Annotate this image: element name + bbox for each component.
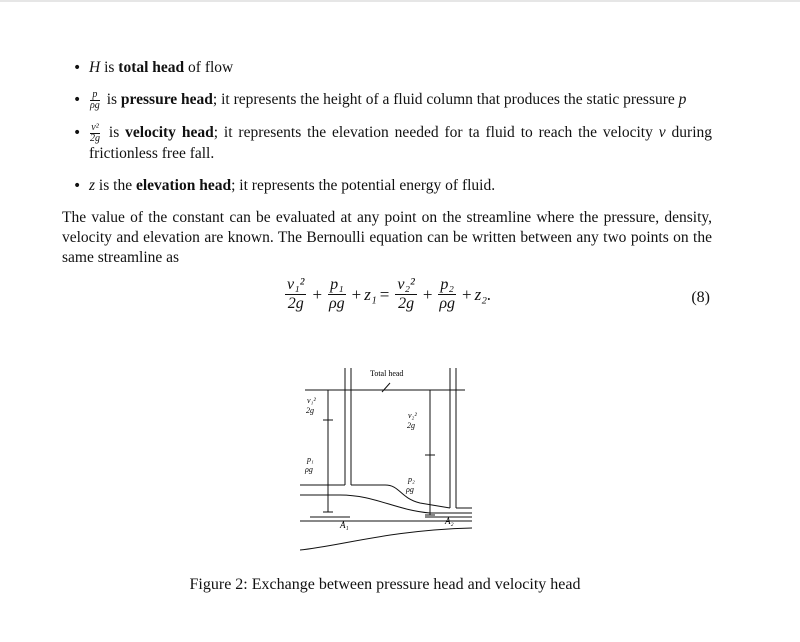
p2-label: p₂ xyxy=(408,475,415,484)
term-pressure-head: pressure head xyxy=(120,91,213,109)
velocity-head-fraction: • $\frac{\text{v²}}{2g}$ xyxy=(90,122,100,144)
pressure-head-fraction: • $\frac{p}{\rho g}$ xyxy=(90,89,100,111)
body-paragraph: The value of the constant can be evaluated at any point on the streamline where the pressure, density, velocity and elevation are known. The Bernoulli equation can be written between any two points on the same streamline as xyxy=(62,209,712,266)
bernoulli-equation: v₁² 2g + $\frac{\text{p₁}}{\rho g}$ + z₁ = $\frac{\text{v₂²}}{2g}$ + $\frac{\text{p₂}}{\rho g}$ + z₂. (8) xyxy=(287,276,710,312)
list-item: • $\frac{p}{\rho g}$ is pressure head; it represents the height of a fluid column that produces the static pressure p xyxy=(89,90,712,111)
elevation-head-symbol: z xyxy=(89,177,96,194)
definition-list xyxy=(62,58,712,196)
a1-label: A₁ xyxy=(340,520,349,530)
a2-label: A₂ xyxy=(445,516,454,526)
total-head-symbol: H xyxy=(89,59,101,76)
v2-den-label: 2g xyxy=(407,421,415,430)
p2-den-label: ρg xyxy=(406,485,414,494)
v1-label: v₁² xyxy=(307,396,316,405)
equation-number: (8) xyxy=(691,289,710,306)
term-elevation-head: elevation head xyxy=(135,177,232,194)
p1-den-label: ρg xyxy=(305,465,313,474)
list-item: • z is the elevation head; it represents the potential energy of fluid. xyxy=(89,176,712,196)
bernoulli-figure xyxy=(300,360,480,556)
v1-den-label: 2g xyxy=(306,406,314,415)
list-item: • $\frac{\text{v²}}{2g}$ is velocity head; it represents the elevation needed for ta fluid to reach the velocity v during frictionless free fall. xyxy=(89,123,712,164)
total-head-label: Total head xyxy=(370,369,404,378)
figure-caption: Figure 2: Exchange between pressure head and velocity head xyxy=(189,576,581,593)
p1-label: p₁ xyxy=(307,455,314,464)
top-divider xyxy=(0,0,800,2)
term-velocity-head: velocity head xyxy=(125,124,214,142)
v2-label: v₂² xyxy=(408,411,417,420)
list-item: • H is total head of flow xyxy=(89,58,712,78)
document-page xyxy=(62,58,712,328)
term-total-head: total head xyxy=(118,59,185,76)
